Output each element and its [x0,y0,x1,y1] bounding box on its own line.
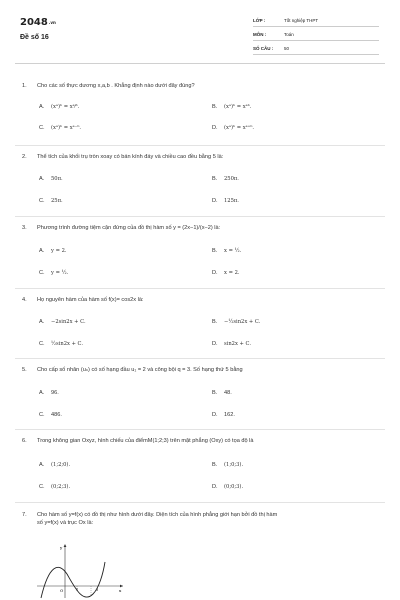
option-text: ½sin2x + C. [51,341,83,347]
question-text: Cho cấp số nhân (uₙ) có số hạng đầu u₁ = 2 và công bội q = 3. Số hạng thứ 5 bằng [37,367,243,373]
logo-suffix: .vn [48,19,56,25]
option-label: A. [39,462,45,468]
option-text: 25π. [51,198,63,204]
question-number: 1. [22,83,27,89]
option-label: C. [39,412,45,418]
tick-label: 1 [76,588,79,592]
option-c[interactable] [39,198,63,204]
origin-label: O [60,588,64,593]
option-c[interactable] [39,270,68,276]
option-a[interactable] [39,248,67,254]
tick-label: 3 [96,588,99,592]
meta-key: LỚP : [253,18,266,23]
question-number: 5. [22,367,27,373]
question-number: 3. [22,225,27,231]
option-text: (0;2;3). [51,484,71,490]
y-axis-arrow [64,544,67,547]
meta-key: SỐ CÂU : [253,46,274,51]
question-2 [22,153,382,161]
option-text: (0;0;3). [224,484,244,490]
logo-text: 2048 [20,17,48,28]
site-logo[interactable] [20,17,56,28]
option-c[interactable] [39,125,81,131]
question-3 [22,224,382,232]
option-text: −2sin2x + C. [51,319,86,325]
option-label: C. [39,484,45,490]
option-text: 48. [224,390,232,396]
option-d[interactable] [212,198,239,204]
question-text: Cho các số thực dương x,a,b . Khẳng định nào dưới đây đúng? [37,83,195,89]
question-divider [15,429,385,430]
option-text: 250π. [224,176,239,182]
option-a[interactable] [39,104,79,110]
option-b[interactable] [212,462,243,468]
option-d[interactable] [212,412,235,418]
option-label: D. [212,412,218,418]
option-text: −½sin2x + C. [224,319,261,325]
question-5 [22,366,382,374]
option-label: C. [39,270,45,276]
question-divider [15,145,385,146]
option-b[interactable] [212,390,232,396]
option-d[interactable] [212,484,243,490]
option-d[interactable] [212,341,251,347]
option-a[interactable] [39,390,59,396]
option-text: (1;2;0). [51,462,71,468]
option-d[interactable] [212,270,240,276]
option-label: B. [212,248,218,254]
question-7 [22,511,382,527]
option-b[interactable] [212,104,251,110]
option-text: sin2x + C. [224,341,251,347]
option-c[interactable] [39,412,62,418]
option-text: 125π. [224,198,239,204]
question-text: Cho hàm số y=f(x) có đồ thị như hình dưới đây. Diện tích của hình phẳng giới hạn bởi đồ thị hàm [37,512,278,518]
option-text: (xᵃ)ᵇ = xᵃ⁄ᵇ. [51,104,80,110]
option-label: C. [39,198,45,204]
question-number: 2. [22,154,27,160]
option-label: D. [212,198,218,204]
question-number: 4. [22,297,27,303]
option-b[interactable] [212,176,239,182]
option-text: (xᵃ)ᵇ = xᵃ⁺ᵇ. [224,125,255,131]
option-text: x = 2. [224,270,240,276]
option-label: A. [39,248,45,254]
question-text-continued: số y=f(x) và trục Ox là: [37,520,94,526]
question-number: 7. [22,512,27,518]
option-text: (1;0;3). [224,462,244,468]
option-label: C. [39,341,45,347]
question-divider [15,502,385,503]
option-text: y = 2. [51,248,67,254]
option-label: A. [39,176,45,182]
option-label: B. [212,319,218,325]
option-text: x = ½. [224,248,242,254]
option-text: (xᵃ)ᵇ = xᵃᵇ. [224,104,252,110]
option-d[interactable] [212,125,254,131]
option-b[interactable] [212,248,241,254]
option-label: B. [212,390,218,396]
option-label: D. [212,270,218,276]
option-text: (xᵃ)ᵇ = xᵃ⁻ᵇ. [51,125,82,131]
y-axis-label: y [60,545,63,550]
option-text: 96. [51,390,59,396]
option-label: C. [39,125,45,131]
meta-value: Toán [284,32,294,37]
question-6 [22,437,382,445]
option-label: D. [212,125,218,131]
option-text: 486. [51,412,62,418]
header-divider [15,63,385,64]
option-c[interactable] [39,484,70,490]
option-label: D. [212,341,218,347]
question-1 [22,82,382,90]
option-b[interactable] [212,319,260,325]
question-divider [15,216,385,217]
meta-key: MÔN : [253,32,267,37]
x-axis-arrow [120,585,123,588]
question-text: Phương trình đường tiệm cận đứng của đồ thị hàm số y = (2x−1)/(x−2) là: [37,225,221,231]
x-axis-label: x [119,588,122,593]
option-label: A. [39,390,45,396]
option-a[interactable] [39,319,86,325]
option-label: A. [39,104,45,110]
option-label: B. [212,104,218,110]
function-curve [41,562,105,598]
option-a[interactable] [39,462,70,468]
meta-value: Tốt nghiệp THPT [284,18,319,23]
option-text: 50π. [51,176,63,182]
meta-value: 50 [284,46,290,51]
question-4 [22,296,382,304]
option-label: B. [212,462,218,468]
question-number: 6. [22,438,27,444]
option-text: 162. [224,412,235,418]
option-a[interactable] [39,176,63,182]
question-text: Họ nguyên hàm của hàm số f(x)= cos2x là: [37,297,144,303]
option-label: B. [212,176,218,182]
option-text: y = ½. [51,270,69,276]
question-divider [15,358,385,359]
option-c[interactable] [39,341,83,347]
question-text: Thể tích của khối trụ tròn xoay có bán kính đáy và chiều cao đều bằng 5 là: [37,154,224,160]
exam-title: Đề số 16 [20,34,49,41]
option-label: A. [39,319,45,325]
question-divider [15,288,385,289]
question-text: Trong không gian Oxyz, hình chiếu của điểmM(1;2;3) trên mặt phẳng (Oxy) có tọa độ là [37,438,254,444]
option-label: D. [212,484,218,490]
function-graph [35,542,125,600]
